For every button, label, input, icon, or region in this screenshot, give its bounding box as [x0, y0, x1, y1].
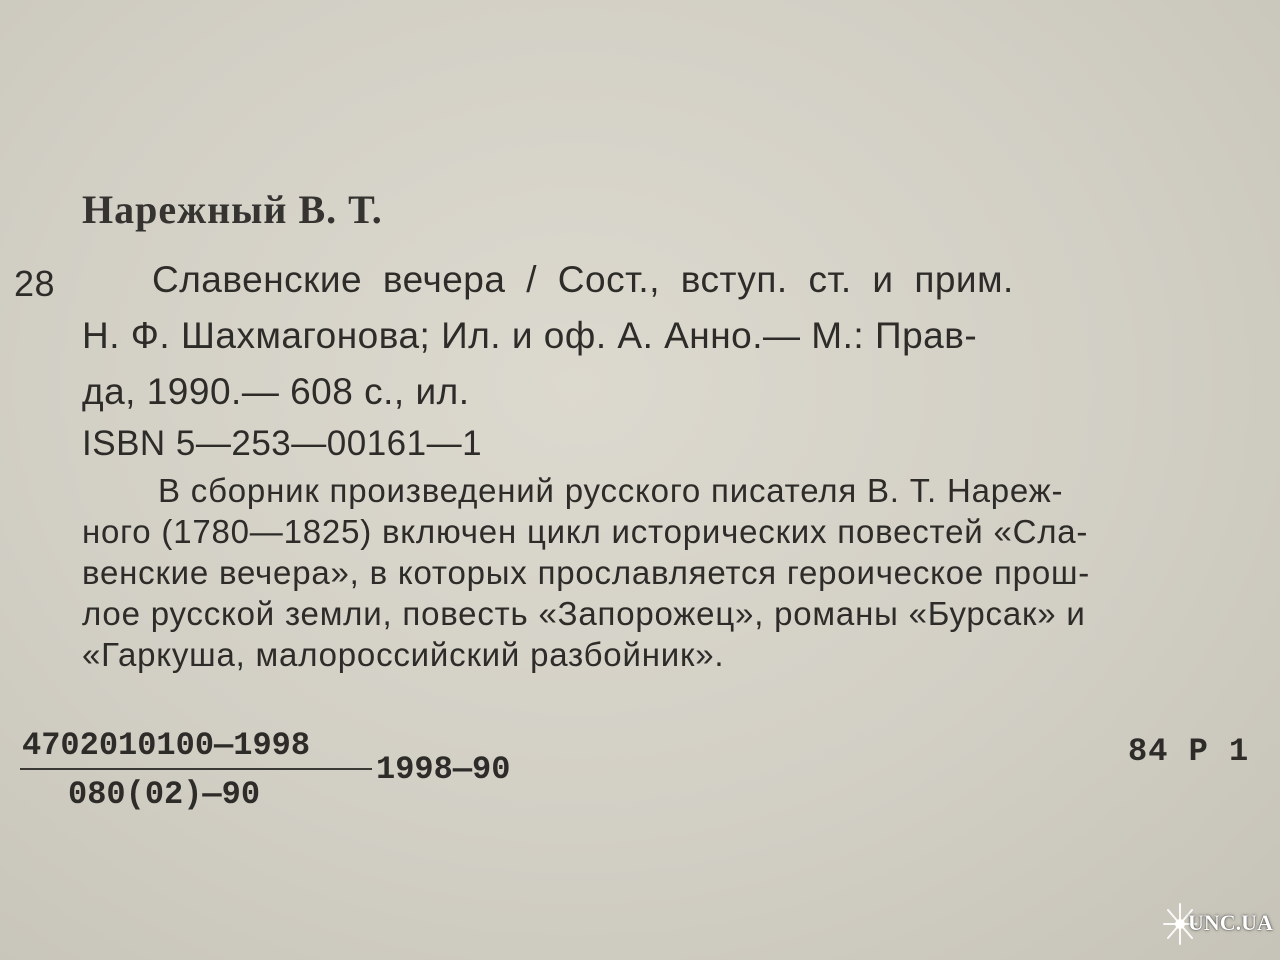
fraction-divider [20, 768, 372, 770]
bibliographic-description [82, 252, 1014, 420]
annotation-paragraph [82, 470, 1090, 675]
catalog-code-suffix: 1998—90 [376, 751, 511, 788]
annotation-line: «Гаркуша, малороссийский разбойник». [82, 636, 725, 673]
catalog-code-denominator: 080(02)—90 [68, 776, 261, 813]
annotation-line: ного (1780—1825) включен цикл исторических повестей «Сла- [82, 513, 1089, 550]
author-heading: Нарежный В. Т. [82, 187, 383, 232]
bbk-classification: 84 Р 1 [1128, 733, 1250, 770]
bibliography-line: Славенские вечера / Сост., вступ. ст. и прим. [152, 259, 1014, 300]
annotation-line: лое русской земли, повесть «Запорожец», романы «Бурсак» и [82, 595, 1086, 632]
isbn-number: ISBN 5—253—00161—1 [82, 424, 483, 463]
catalog-code-numerator: 4702010100—1998 [22, 727, 311, 764]
watermark-text: UNC.UA [1188, 910, 1273, 935]
bibliography-line: да, 1990.— 608 с., ил. [82, 371, 470, 412]
watermark [1160, 898, 1273, 950]
index-number: 28 [14, 263, 56, 304]
bibliography-line: Н. Ф. Шахмагонова; Ил. и оф. А. Анно.— М.: Прав- [82, 315, 978, 356]
annotation-line: венские вечера», в которых прославляется героическое прош- [82, 554, 1091, 591]
annotation-line: В сборник произведений русского писателя В. Т. Нареж- [158, 472, 1064, 509]
